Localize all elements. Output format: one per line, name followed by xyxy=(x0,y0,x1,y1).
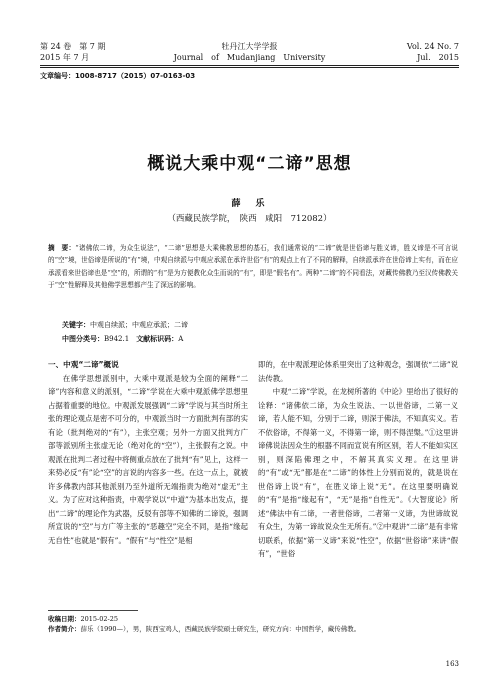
right-column xyxy=(258,358,458,561)
classification xyxy=(62,333,183,345)
author-name: 薛 乐 xyxy=(231,199,268,209)
classification-value: B942.1 xyxy=(104,335,130,343)
author-bio-label: 作者简介： xyxy=(48,625,81,633)
abstract xyxy=(48,242,458,292)
received-date: 2015-02-25 xyxy=(80,615,118,623)
article-number: 文章编号：1008-8717（2015）07-0163-03 xyxy=(40,72,196,80)
classification-label: 中图分类号： xyxy=(62,335,104,343)
body-paragraph: 即的，在中观派理论体系里突出了这种观念，强调依“二谛”说法传教。 xyxy=(258,360,458,383)
body-paragraph: 中观“二谛”学说，在龙树所著的《中论》里给出了很好的诠释：“诸佛依二谛，为众生说法、一以世俗谛，二第一义谛，若人能不知，分别于二谛，则深于佛法，不知真实义。若不依俗谛，不得第一义，不得第一谛，则不得涅槃。”①这里讲谛佛说法因众生的根器不同而宣说有所区别，若人不能如实区别，则深陷佛理之中，不解其真实义理。在这里讲的“有”或“无”都是在“二谛”的体性上分别而说的，就是说在世俗谛上说“有”，在胜义谛上说“无”。在这里要明确说的“有”是指“缘起有”，“无”是指“自性无”。《大智度论》所述“佛法中有二谛，一者世俗谛，二者第一义谛，为世谛故说有众生，为第一谛故说众生无所有。”②中观讲“二谛”是有非常切联系，依据“第一义谛”来说“性空”，依据“世俗谛”来讲“假有”，“世俗 xyxy=(258,387,458,558)
doc-code-label: 文献标识码： xyxy=(136,335,179,343)
keywords-text: 中观自续派；中观应承派；二谛 xyxy=(90,321,188,329)
issue-date: 2015 年 7 月 xyxy=(40,53,90,62)
keywords-label: 关键字： xyxy=(62,321,90,329)
date-en: Jul. 2015 xyxy=(417,53,459,62)
article-title: 概说大乘中观“二谛”思想 xyxy=(147,154,352,174)
journal-name: 牡丹江大学学报 xyxy=(221,42,278,51)
body-paragraph: 在佛学思想派别中，大乘中观派是较为全面的阐释“二谛”内容和意义的派别，“二谛”学说在大乘中观派佛学思想里占据着重要的地位。中观派发展强调“二谛”学说与其当时所主张的理论观点是密不可分的，中观派当时一方面批判有部的实有论（批判绝对的“有”），主张空观；另外一方面又批判方广部等派别所主张虚无论（绝对化的“空”），主张假有之说。中观派在批判二者过程中将侧重点放在了批判“有”见上，这样一来势必反“有”论“空”的言说的内容多一些。在这一点上，就被许多佛教内部其他派别乃至外道所无端指责为绝对“虚无”主义。为了应对这种指责，中观学说以“中道”为基本出发点，提出“二谛”的理论作为武器，反驳有部等不知佛的二谛说，强调所宣说的“空”与方广等主张的“恶趣空”完全不同，是指“缘起无自性”也就是“假有”。“假有”与“性空”是相 xyxy=(48,373,248,545)
page-number: 163 xyxy=(445,660,459,668)
volume-issue: 第 24 卷 第 7 期 xyxy=(40,42,106,51)
received-label: 收稿日期： xyxy=(48,615,81,623)
keywords xyxy=(62,319,188,331)
left-column xyxy=(48,358,248,547)
footnote-rule xyxy=(48,610,138,611)
header-rule-2 xyxy=(40,67,459,68)
abstract-label: 摘 要： xyxy=(48,244,76,252)
abstract-text: “诸佛依二谛，为众生说法”，“二谛”思想是大乘佛教思想的基石，我们通常说的“二谛”就是世俗谛与胜义谛，胜义谛是不可言说的“空”境，世俗谛是所说的“有”境，中观自续派与中观应承派在承许世俗“有”的观点上有了不同的解释，自续派承许在世俗谛上实有，而在应承派看来世俗谛也是“空”的，所谓的“有”是为方便教化众生而说的“有”，即是“假名有”。两种“二谛”的不同看法，对藏传佛教乃至汉传佛教关于“空”性解释及其他佛学思想都产生了深远的影响。 xyxy=(48,244,458,290)
author-affiliation: （西藏民族学院， 陕西 咸阳 712082） xyxy=(167,214,332,224)
volume-en: Vol. 24 No. 7 xyxy=(406,42,459,51)
author-bio: 薛乐（1990—），男，陕西宝鸡人，西藏民族学院硕士研究生，研究方向：中国哲学，藏传佛教。 xyxy=(80,625,361,633)
journal-name-en: Journal of Mudanjiang University xyxy=(173,53,326,62)
footnote xyxy=(48,614,458,634)
section-heading: 一、中观“二谛”概说 xyxy=(48,360,119,369)
doc-code-value: A xyxy=(178,335,184,343)
header-rule xyxy=(40,65,459,66)
